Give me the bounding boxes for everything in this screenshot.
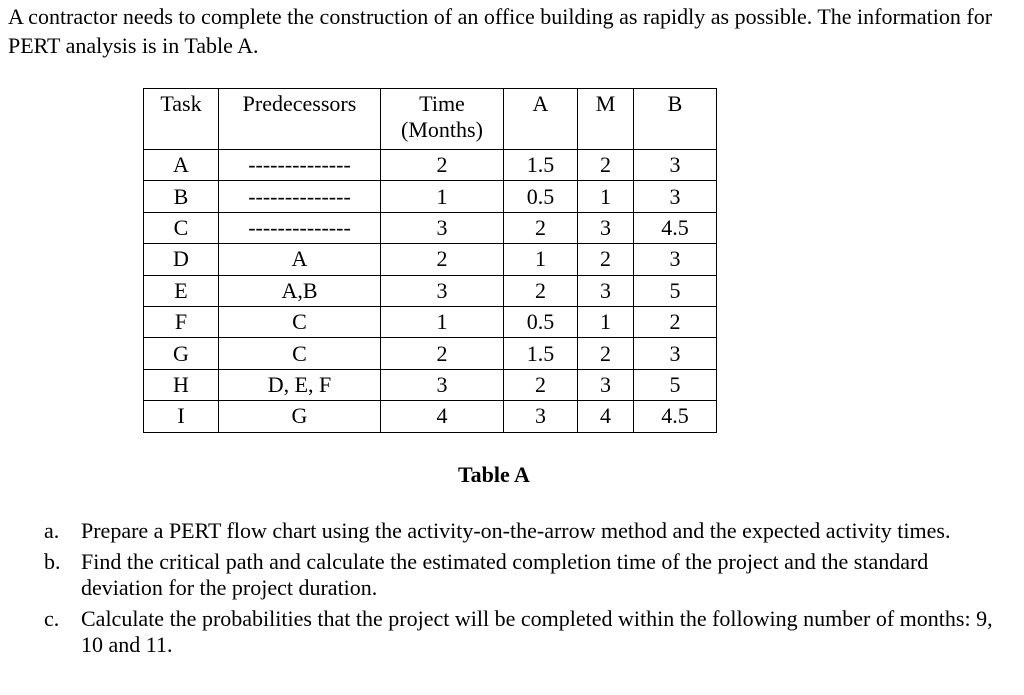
cell-m: 3 xyxy=(578,275,634,306)
cell-time: 3 xyxy=(381,212,504,243)
question-item xyxy=(44,549,1009,601)
table-row xyxy=(144,181,717,212)
question-item xyxy=(44,606,1009,658)
cell-m: 2 xyxy=(578,338,634,369)
cell-predecessors: -------------- xyxy=(219,212,381,243)
cell-task: E xyxy=(144,275,219,306)
cell-a: 1.5 xyxy=(504,150,578,181)
cell-predecessors: A xyxy=(219,244,381,275)
cell-b: 4.5 xyxy=(634,212,717,243)
cell-a: 0.5 xyxy=(504,306,578,337)
header-m: M xyxy=(578,89,634,150)
table-caption: Table A xyxy=(458,462,530,487)
cell-b: 3 xyxy=(634,244,717,275)
question-marker: b. xyxy=(44,549,61,574)
cell-time: 3 xyxy=(381,275,504,306)
cell-predecessors: D, E, F xyxy=(219,369,381,400)
cell-a: 3 xyxy=(504,401,578,432)
cell-b: 5 xyxy=(634,275,717,306)
cell-a: 1.5 xyxy=(504,338,578,369)
pert-table xyxy=(143,88,717,433)
cell-predecessors: G xyxy=(219,401,381,432)
table-row xyxy=(144,369,717,400)
cell-time: 4 xyxy=(381,401,504,432)
table-row xyxy=(144,212,717,243)
question-marker: c. xyxy=(44,606,60,631)
header-time-unit: (Months) xyxy=(401,117,483,142)
header-time xyxy=(381,89,504,150)
cell-m: 2 xyxy=(578,150,634,181)
cell-task: D xyxy=(144,244,219,275)
header-predecessors: Predecessors xyxy=(219,89,381,150)
cell-time: 2 xyxy=(381,150,504,181)
cell-a: 1 xyxy=(504,244,578,275)
cell-predecessors: -------------- xyxy=(219,150,381,181)
header-a: A xyxy=(504,89,578,150)
table-body xyxy=(144,150,717,433)
cell-b: 3 xyxy=(634,150,717,181)
cell-time: 2 xyxy=(381,244,504,275)
question-text: Find the critical path and calculate the estimated completion time of the project and the standard deviation for the project duration. xyxy=(81,549,929,600)
cell-task: F xyxy=(144,306,219,337)
cell-m: 3 xyxy=(578,369,634,400)
cell-time: 3 xyxy=(381,369,504,400)
table-row xyxy=(144,244,717,275)
cell-b: 4.5 xyxy=(634,401,717,432)
table-header-row xyxy=(144,89,717,150)
table-row xyxy=(144,275,717,306)
cell-a: 2 xyxy=(504,369,578,400)
question-marker: a. xyxy=(44,518,60,543)
cell-a: 0.5 xyxy=(504,181,578,212)
header-b: B xyxy=(634,89,717,150)
cell-predecessors: A,B xyxy=(219,275,381,306)
cell-task: B xyxy=(144,181,219,212)
cell-m: 2 xyxy=(578,244,634,275)
table-a-container xyxy=(143,88,717,433)
cell-a: 2 xyxy=(504,275,578,306)
cell-predecessors: C xyxy=(219,306,381,337)
table-row xyxy=(144,338,717,369)
cell-time: 2 xyxy=(381,338,504,369)
cell-task: A xyxy=(144,150,219,181)
intro-paragraph: A contractor needs to complete the construction of an office building as rapidly as possible. The information for PERT analysis is in Table A. xyxy=(8,4,993,58)
question-list xyxy=(44,518,1009,663)
cell-m: 4 xyxy=(578,401,634,432)
cell-b: 2 xyxy=(634,306,717,337)
question-text: Prepare a PERT flow chart using the activity-on-the-arrow method and the expected activity times. xyxy=(81,518,951,543)
cell-time: 1 xyxy=(381,306,504,337)
cell-m: 1 xyxy=(578,181,634,212)
cell-task: C xyxy=(144,212,219,243)
cell-m: 1 xyxy=(578,306,634,337)
question-item xyxy=(44,518,1009,544)
header-task: Task xyxy=(144,89,219,150)
table-row xyxy=(144,306,717,337)
cell-m: 3 xyxy=(578,212,634,243)
question-text: Calculate the probabilities that the project will be completed within the following number of months: 9, 10 and 11. xyxy=(81,606,993,657)
cell-task: H xyxy=(144,369,219,400)
cell-task: I xyxy=(144,401,219,432)
table-row xyxy=(144,401,717,432)
cell-time: 1 xyxy=(381,181,504,212)
cell-b: 3 xyxy=(634,338,717,369)
header-time-label: Time xyxy=(419,91,465,116)
cell-predecessors: C xyxy=(219,338,381,369)
cell-a: 2 xyxy=(504,212,578,243)
cell-task: G xyxy=(144,338,219,369)
cell-predecessors: -------------- xyxy=(219,181,381,212)
table-row xyxy=(144,150,717,181)
cell-b: 3 xyxy=(634,181,717,212)
cell-b: 5 xyxy=(634,369,717,400)
